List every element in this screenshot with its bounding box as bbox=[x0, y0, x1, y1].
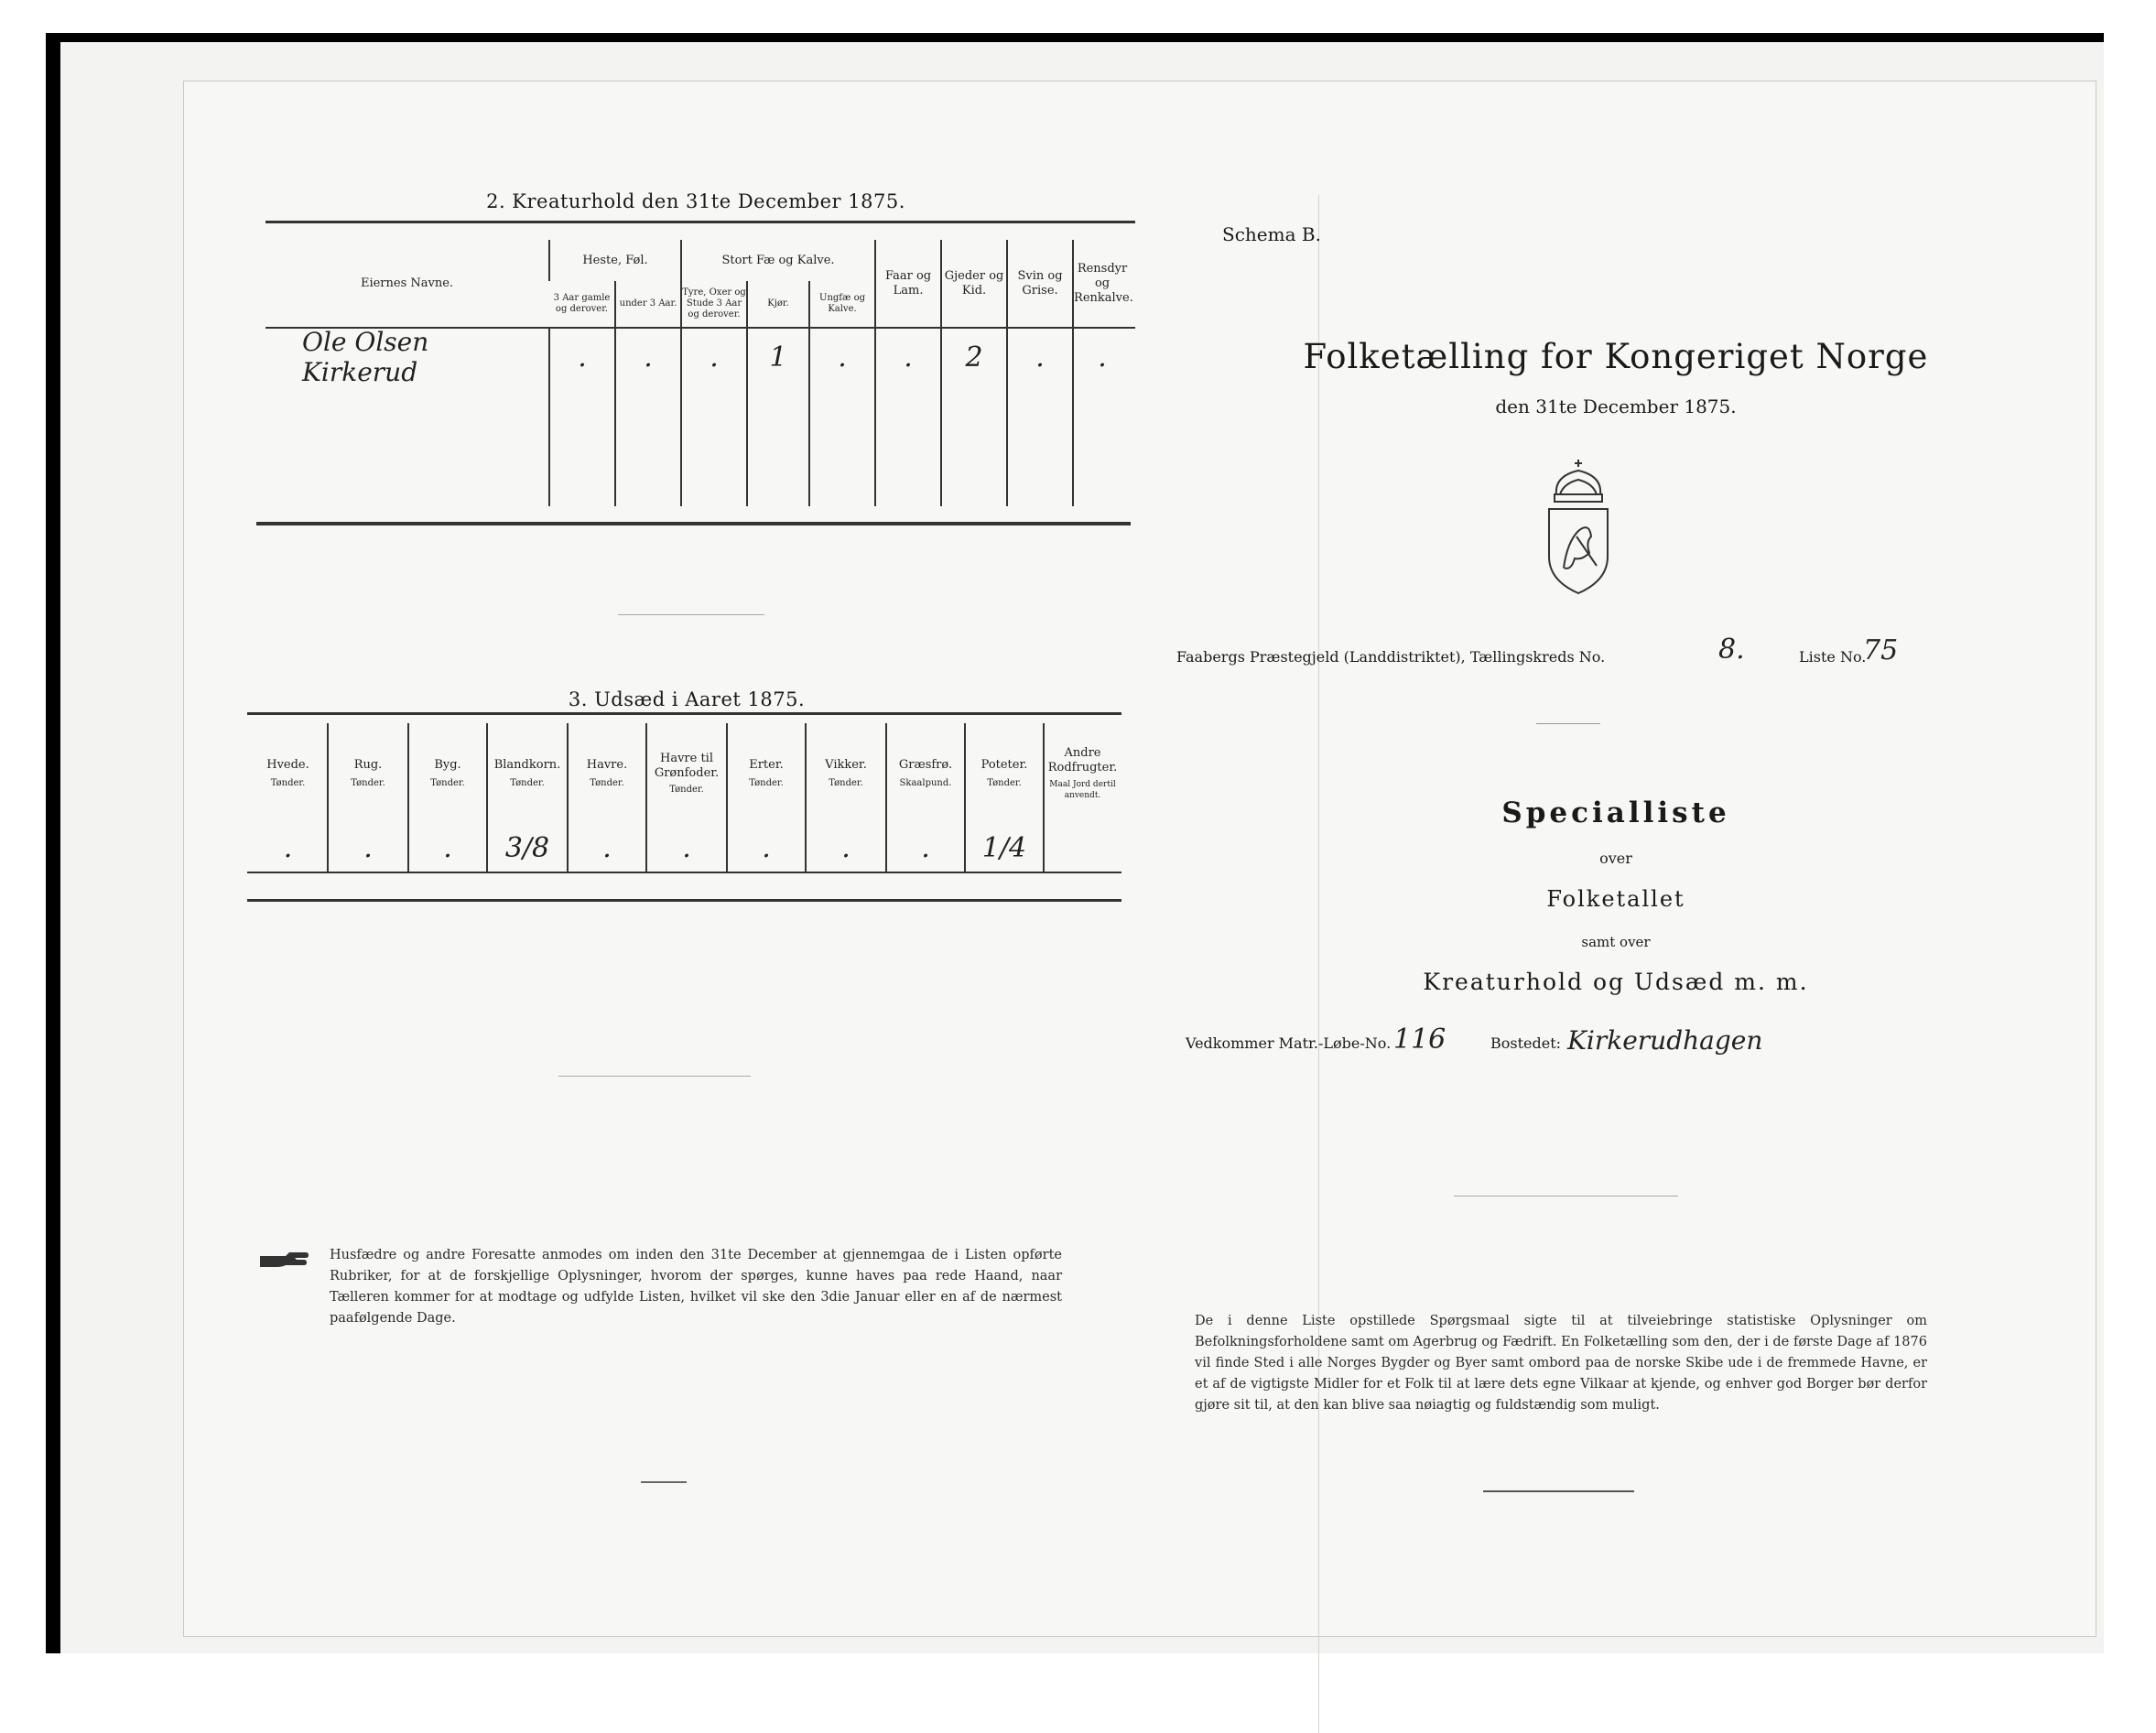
samt-over-text: samt over bbox=[1581, 934, 1651, 950]
header-svin: Svin og Grise. bbox=[1007, 240, 1073, 327]
value-heste-old: . bbox=[549, 327, 615, 387]
section3-bottom-rule bbox=[247, 899, 1121, 902]
schema-label: Schema B. bbox=[1222, 223, 1321, 245]
liste-number: 75 bbox=[1863, 634, 1899, 666]
section3-title: 3. Udsæd i Aaret 1875. bbox=[568, 688, 806, 710]
value-hvede: . bbox=[283, 831, 293, 864]
header-poteter: Poteter. Tønder. bbox=[965, 723, 1044, 824]
bosted-label: Bostedet: bbox=[1490, 1034, 1562, 1052]
section2-bottom-rule bbox=[256, 522, 1131, 525]
value-blandkorn: 3/8 bbox=[487, 824, 568, 872]
section3-mid-rule bbox=[247, 872, 1121, 873]
left-instruction-note: Husfædre og andre Foresatte anmodes om inden den 31te December at gjennemgaa de i Listen opførte Rubriker, for at de forskjellige Oplysninger, hvorom der spørges, kunne haves paa rede Haand, naar Tælleren kommer for at modtage og udfylde Listen, hvilket vil ske den 3die Januar eller en af de nærmest paafølgende Dage. bbox=[330, 1248, 1062, 1326]
header-gjeder: Gjeder og Kid. bbox=[941, 240, 1007, 327]
right-explanatory-note: De i denne Liste opstillede Spørgsmaal sigte til at tilveiebringe statistiske Oplysninger om Befolkningsforholdene samt om Agerbrug og Fædrift. En Folketælling som den, der i de første Dage af 1876 vil finde Sted i alle Norges Bygder og Byer samt ombord paa de norske Skibe ude i de fremmede Havne, er et af de vigtigste Midler for et Folk til at lære dets egne Vilkaar at kjende, og enhver god Borger bør derfor gjøre sit til, at den kan blive saa nøiagtig og fuldstændig som muligt. bbox=[1195, 1314, 1927, 1413]
value-tyre: . bbox=[681, 327, 747, 387]
divider bbox=[641, 1481, 687, 1483]
pointing-hand-icon bbox=[258, 1251, 309, 1269]
value-vikker: . bbox=[806, 824, 886, 872]
value-gjeder: 2 bbox=[941, 327, 1007, 387]
value-graesfro: . bbox=[886, 824, 965, 872]
header-byg: Byg. Tønder. bbox=[408, 723, 487, 824]
header-vikker: Vikker. Tønder. bbox=[806, 723, 886, 824]
kreaturhold-table bbox=[265, 240, 1131, 506]
district-label: Faabergs Præstegjeld (Landdistriktet), Tællingskreds No. bbox=[1176, 648, 1606, 666]
header-hvede: Hvede. Tønder. bbox=[266, 758, 309, 788]
value-faar: . bbox=[875, 327, 941, 387]
value-ungfae: . bbox=[809, 327, 875, 387]
udsaed-table bbox=[249, 723, 1121, 872]
header-rug: Rug. Tønder. bbox=[328, 723, 408, 824]
value-kjor: 1 bbox=[747, 327, 809, 387]
norwegian-coat-of-arms-icon bbox=[1536, 458, 1620, 597]
header-faar: Faar og Lam. bbox=[875, 240, 941, 327]
value-poteter: 1/4 bbox=[965, 824, 1044, 872]
header-heste-young: under 3 Aar. bbox=[615, 281, 681, 327]
value-rug: . bbox=[328, 824, 408, 872]
divider bbox=[618, 614, 764, 615]
matr-number: 116 bbox=[1393, 1024, 1446, 1056]
kreaturhold-heading: Kreaturhold og Udsæd m. m. bbox=[1423, 969, 1809, 995]
header-stort-fae: Stort Fæ og Kalve. bbox=[681, 240, 875, 281]
value-havre: . bbox=[568, 824, 646, 872]
section2-top-rule bbox=[265, 221, 1135, 223]
matr-label: Vedkommer Matr.-Løbe-No. bbox=[1186, 1034, 1392, 1052]
header-havre: Havre. Tønder. bbox=[568, 723, 646, 824]
header-blandkorn: Blandkorn. Tønder. bbox=[487, 723, 568, 824]
value-byg: . bbox=[408, 824, 487, 872]
header-graesfro: Græsfrø. Skaalpund. bbox=[886, 723, 965, 824]
header-andre-rodfrugter: Andre Rodfrugter. Maal Jord dertil anvendt. bbox=[1044, 723, 1121, 824]
kreds-number: 8. bbox=[1718, 634, 1745, 666]
center-fold bbox=[1318, 195, 1319, 1733]
section2-title: 2. Kreaturhold den 31te December 1875. bbox=[486, 190, 905, 212]
section3-top-rule bbox=[247, 712, 1121, 715]
owner-name: Ole Olsen Kirkerud bbox=[302, 327, 429, 387]
value-andre-rodfrugter bbox=[1044, 824, 1121, 872]
header-owner: Eiernes Navne. bbox=[360, 276, 454, 290]
value-heste-young: . bbox=[615, 327, 681, 387]
header-tyre: Tyre, Oxer og Stude 3 Aar og derover. bbox=[681, 281, 747, 327]
header-heste: Heste, Føl. bbox=[549, 240, 681, 281]
divider bbox=[1536, 723, 1600, 724]
header-ungfae: Ungfæ og Kalve. bbox=[809, 281, 875, 327]
over-text: over bbox=[1599, 850, 1632, 867]
header-havre-gronfoder: Havre til Grønfoder. Tønder. bbox=[646, 723, 727, 824]
divider bbox=[1483, 1490, 1634, 1492]
header-erter: Erter. Tønder. bbox=[727, 723, 806, 824]
form-title: Folketælling for Kongeriget Norge bbox=[1303, 337, 1929, 376]
bosted-value: Kirkerudhagen bbox=[1567, 1025, 1763, 1056]
divider bbox=[1454, 1196, 1678, 1197]
liste-label: Liste No. bbox=[1799, 648, 1867, 666]
form-subtitle: den 31te December 1875. bbox=[1495, 395, 1737, 417]
value-havre-gronfoder: . bbox=[646, 824, 727, 872]
value-rensdyr: . bbox=[1073, 327, 1131, 387]
header-rensdyr: Rensdyr og Renkalve. bbox=[1073, 240, 1131, 327]
divider bbox=[558, 1076, 751, 1077]
header-heste-old: 3 Aar gamle og derover. bbox=[553, 293, 611, 314]
header-kjor: Kjør. bbox=[747, 281, 809, 327]
folketallet-heading: Folketallet bbox=[1546, 886, 1685, 912]
value-erter: . bbox=[727, 824, 806, 872]
specialliste-heading: Specialliste bbox=[1501, 796, 1730, 829]
value-svin: . bbox=[1007, 327, 1073, 387]
